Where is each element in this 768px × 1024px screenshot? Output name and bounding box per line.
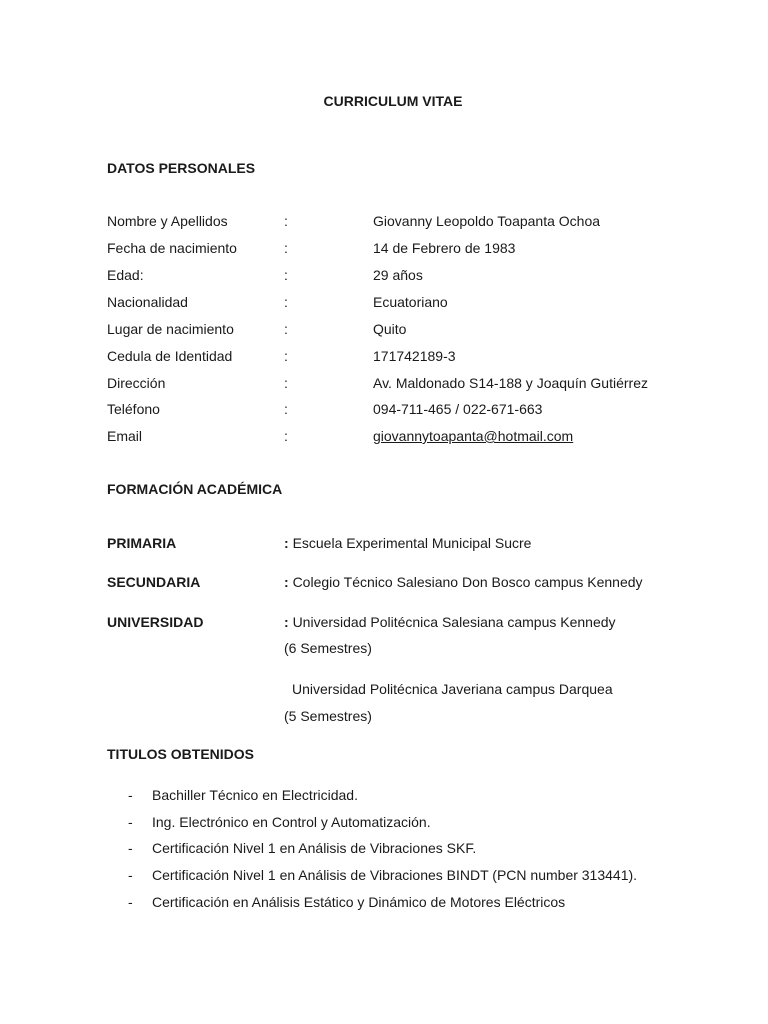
- row-value-name: Giovanny Leopoldo Toapanta Ochoa: [373, 213, 601, 229]
- university-value-1: [284, 613, 616, 631]
- row-label-birthdate: Fecha de nacimiento: [107, 240, 237, 256]
- row-label-nationality: Nacionalidad: [107, 294, 188, 310]
- education-heading: FORMACIÓN ACADÉMICA: [107, 481, 283, 497]
- primary-school: Escuela Experimental Municipal Sucre: [292, 535, 532, 551]
- edu-colon: :: [284, 574, 289, 590]
- secondary-school: Colegio Técnico Salesiano Don Bosco campus Kennedy: [292, 574, 643, 590]
- bullet-dash: -: [128, 814, 133, 830]
- primary-value: [284, 534, 531, 552]
- row-colon: :: [284, 213, 288, 229]
- row-value-phone: 094-711-465 / 022-671-663: [373, 401, 543, 417]
- secondary-label: SECUNDARIA: [107, 574, 201, 590]
- row-value-age: 29 años: [373, 267, 423, 283]
- row-value-address: Av. Maldonado S14-188 y Joaquín Gutiérrez: [373, 375, 648, 391]
- email-link[interactable]: giovannytoapanta@hotmail.com: [373, 428, 574, 444]
- bullet-dash: -: [128, 787, 133, 803]
- university-2-semesters: (5 Semestres): [284, 708, 372, 724]
- edu-colon: :: [284, 535, 289, 551]
- university-2: Universidad Politécnica Javeriana campus Darquea: [292, 681, 613, 697]
- list-item: Bachiller Técnico en Electricidad.: [152, 787, 358, 803]
- row-colon: :: [284, 428, 288, 444]
- row-colon: :: [284, 401, 288, 417]
- edu-colon: :: [284, 614, 289, 630]
- bullet-dash: -: [128, 867, 133, 883]
- row-label-address: Dirección: [107, 375, 166, 391]
- secondary-value: [284, 573, 643, 591]
- row-colon: :: [284, 294, 288, 310]
- primary-label: PRIMARIA: [107, 535, 177, 551]
- row-colon: :: [284, 375, 288, 391]
- university-label: UNIVERSIDAD: [107, 614, 204, 630]
- row-value-nationality: Ecuatoriano: [373, 294, 448, 310]
- row-value-birthplace: Quito: [373, 321, 407, 337]
- row-colon: :: [284, 321, 288, 337]
- row-label-birthplace: Lugar de nacimiento: [107, 321, 234, 337]
- row-colon: :: [284, 240, 288, 256]
- row-label-email: Email: [107, 428, 143, 444]
- list-item: Certificación Nivel 1 en Análisis de Vibraciones BINDT (PCN number 313441).: [152, 867, 638, 883]
- university-1: Universidad Politécnica Salesiana campus Kennedy: [292, 614, 616, 630]
- personal-data-heading: DATOS PERSONALES: [107, 160, 256, 176]
- row-colon: :: [284, 348, 288, 364]
- list-item: Ing. Electrónico en Control y Automatización.: [152, 814, 431, 830]
- list-item: Certificación Nivel 1 en Análisis de Vibraciones SKF.: [152, 840, 477, 856]
- titles-heading: TITULOS OBTENIDOS: [107, 746, 254, 762]
- bullet-dash: -: [128, 894, 133, 910]
- row-label-phone: Teléfono: [107, 401, 160, 417]
- row-colon: :: [284, 267, 288, 283]
- row-value-birthdate: 14 de Febrero de 1983: [373, 240, 516, 256]
- row-label-age: Edad:: [107, 267, 144, 283]
- row-label-id: Cedula de Identidad: [107, 348, 233, 364]
- university-1-semesters: (6 Semestres): [284, 640, 372, 656]
- row-value-id: 171742189-3: [373, 348, 456, 364]
- bullet-dash: -: [128, 840, 133, 856]
- document-title: CURRICULUM VITAE: [323, 93, 463, 109]
- list-item: Certificación en Análisis Estático y Dinámico de Motores Eléctricos: [152, 894, 566, 910]
- row-label-name: Nombre y Apellidos: [107, 213, 228, 229]
